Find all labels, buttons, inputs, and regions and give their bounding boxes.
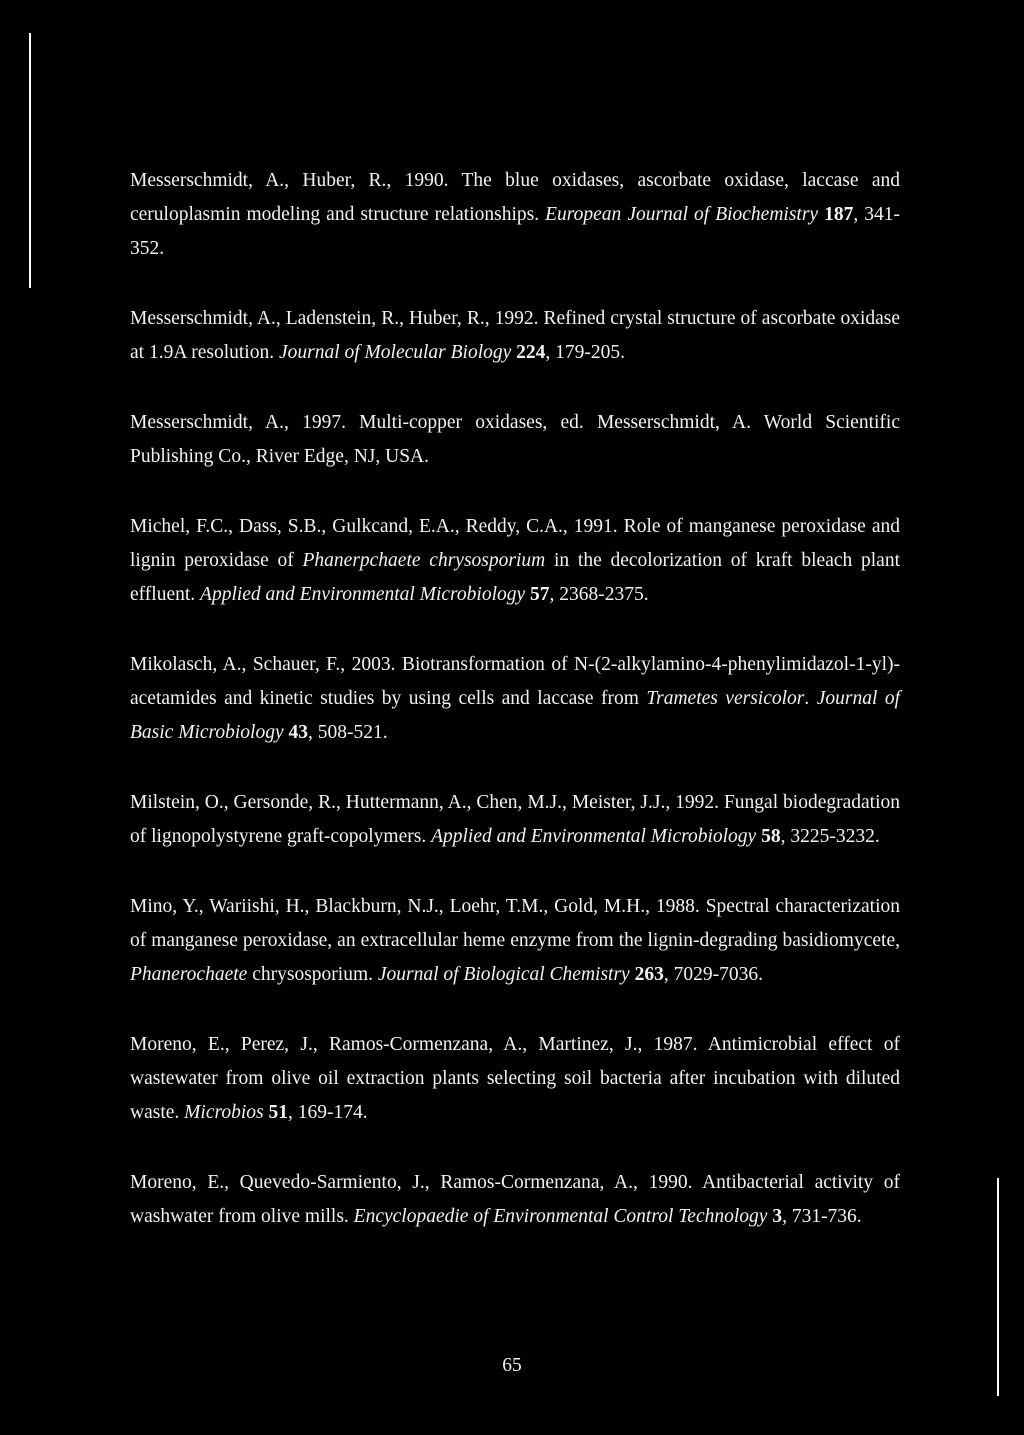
reference-journal: Journal of Molecular Biology — [278, 342, 512, 363]
reference-authors: Mikolasch, A., Schauer, F., 2003. — [130, 654, 396, 675]
reference-entry — [130, 406, 900, 474]
reference-journal: Applied and Environmental Microbiology — [200, 584, 526, 605]
reference-volume: 58 — [761, 826, 781, 847]
reference-volume: 51 — [268, 1102, 288, 1123]
reference-pages: , 169-174. — [287, 1102, 368, 1123]
reference-volume: 3 — [772, 1206, 783, 1227]
reference-pages: , 179-205. — [545, 342, 626, 363]
reference-volume: 224 — [516, 342, 546, 363]
reference-species: Trametes versicolor — [646, 688, 805, 709]
reference-authors: Moreno, E., Quevedo-Sarmiento, J., Ramos-Cormenzana, A., 1990. — [130, 1172, 693, 1193]
reference-pages: , 3225-3232. — [780, 826, 880, 847]
reference-pages: , 731-736. — [782, 1206, 862, 1227]
reference-journal: Journal of Biological Chemistry — [377, 964, 630, 985]
reference-pages: , 508-521. — [308, 722, 388, 743]
reference-volume: 43 — [288, 722, 308, 743]
reference-authors: Messerschmidt, A., Ladenstein, R., Huber, R., 1992. — [130, 308, 539, 329]
reference-entry — [130, 302, 900, 370]
reference-species: Phanerochaete — [130, 964, 248, 985]
reference-authors: Moreno, E., Perez, J., Ramos-Cormenzana, A., Martinez, J., 1987. — [130, 1034, 698, 1055]
reference-entry — [130, 510, 900, 612]
reference-species: Phanerpchaete chrysosporium — [302, 550, 546, 571]
reference-authors: Michel, F.C., Dass, S.B., Gulkcand, E.A., Reddy, C.A., 1991. — [130, 516, 618, 537]
reference-title-continued: chrysosporium. — [247, 964, 378, 985]
reference-volume: 263 — [634, 964, 664, 985]
reference-journal: Microbios — [184, 1102, 264, 1123]
reference-title: Antibacterial activity of washwater from olive mills. — [130, 1172, 900, 1227]
reference-entry — [130, 164, 900, 266]
reference-journal: Applied and Environmental Microbiology — [431, 826, 757, 847]
reference-journal: European Journal of Biochemistry — [545, 204, 819, 225]
reference-list — [130, 164, 900, 1234]
reference-title: Role of manganese peroxidase and lignin peroxidase of — [130, 516, 900, 571]
reference-volume: 187 — [824, 204, 854, 225]
reference-pages: , 2368-2375. — [549, 584, 649, 605]
reference-authors: Messerschmidt, A., Huber, R., 1990. — [130, 170, 449, 191]
reference-title: Biotransformation of N-(2-alkylamino-4-phenylimidazol-1-yl)-acetamides and kinetic studies by using cells and laccase from — [130, 654, 900, 709]
reference-title: Spectral characterization of manganese peroxidase, an extracellular heme enzyme from the lignin-degrading basidiomycete, — [130, 896, 900, 951]
reference-title: Refined crystal structure of ascorbate oxidase at 1.9A resolution. — [130, 308, 901, 363]
reference-journal: Journal of Basic Microbiology — [130, 688, 900, 743]
reference-entry — [130, 1028, 900, 1130]
reference-title: Antimicrobial effect of wastewater from olive oil extraction plants selecting soil bacteria after incubation with diluted waste. — [130, 1034, 901, 1123]
reference-authors: Mino, Y., Wariishi, H., Blackburn, N.J., Loehr, T.M., Gold, M.H., 1988. — [130, 896, 700, 917]
reference-entry — [130, 1166, 900, 1234]
reference-pages: , 341-352. — [130, 204, 901, 259]
reference-authors: Milstein, O., Gersonde, R., Huttermann, A., Chen, M.J., Meister, J.J., 1992. — [130, 792, 720, 813]
reference-entry — [130, 648, 900, 750]
reference-entry — [130, 786, 900, 854]
reference-title: The blue oxidases, ascorbate oxidase, laccase and ceruloplasmin modeling and structure relationships. — [130, 170, 900, 225]
reference-text: Messerschmidt, A., 1997. Multi-copper oxidases, ed. Messerschmidt, A. World Scientific Publishing Co., River Edge, NJ, USA. — [130, 412, 900, 467]
reference-entry — [130, 890, 900, 992]
reference-pages: , 7029-7036. — [663, 964, 763, 985]
reference-title: Fungal biodegradation of lignopolystyrene graft-copolymers. — [130, 792, 900, 847]
reference-journal: Encyclopaedie of Environmental Control Technology — [353, 1206, 768, 1227]
reference-title-continued: . — [804, 688, 817, 709]
reference-title-continued: in the decolorization of kraft bleach plant effluent. — [130, 550, 901, 605]
scan-edge-line-left — [29, 33, 31, 288]
page-number: 65 — [502, 1355, 522, 1376]
reference-volume: 57 — [530, 584, 550, 605]
